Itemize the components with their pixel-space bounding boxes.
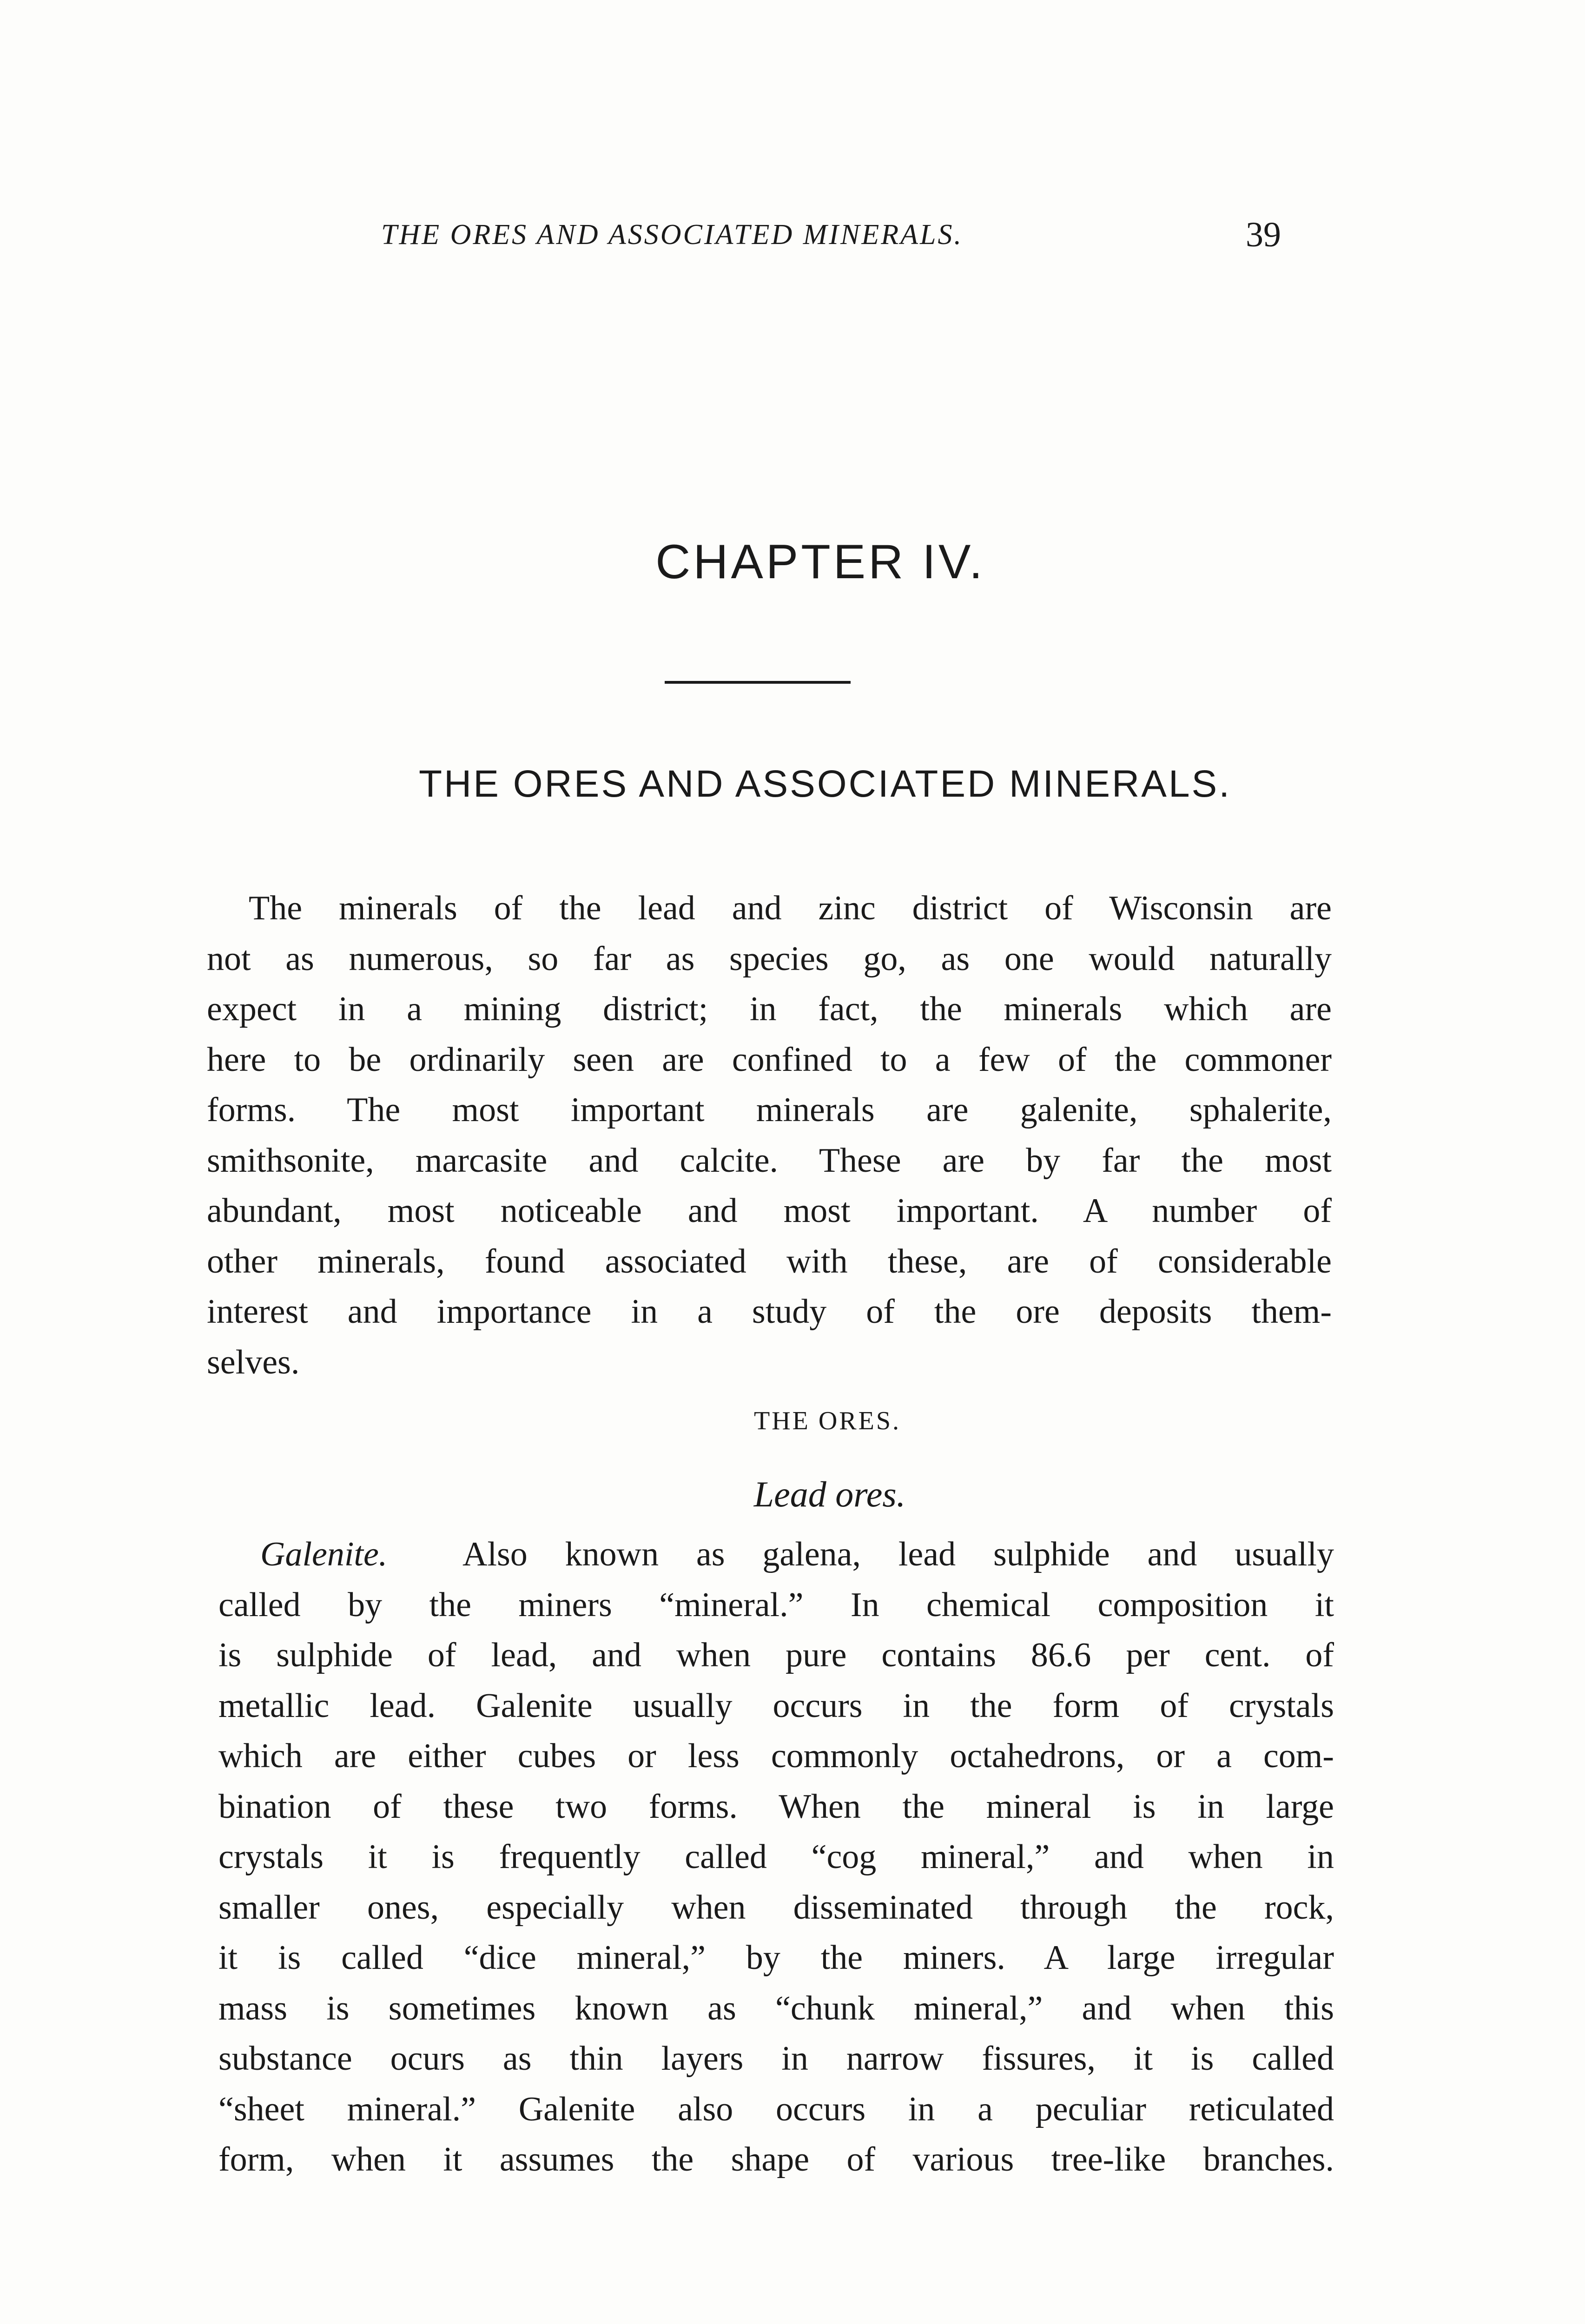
text-line: is sulphide of lead, and when pure contains 86.6 per cent. of [218,1636,1334,1674]
text-line: here to be ordinarily seen are confined to a few of the commoner [207,1040,1332,1079]
text-line: bination of these two forms. When the mineral is in large [218,1787,1334,1826]
subheading-lead-ores: Lead ores. [753,1474,906,1514]
chapter-rule [665,681,851,684]
term-galenite: Galenite. [260,1535,388,1573]
text-line: it is called “dice mineral,” by the miners. A large irregular [218,1939,1334,1977]
text-line: The minerals of the lead and zinc district of Wisconsin are [249,889,1332,927]
page-number: 39 [1246,215,1281,254]
text-line: forms. The most important minerals are galenite, sphalerite, [207,1091,1332,1129]
subheading-the-ores: THE ORES. [754,1406,901,1435]
intro-paragraph [207,883,1332,1387]
text-line: mass is sometimes known as “chunk mineral,” and when this [218,1989,1334,2027]
text-line: selves. [207,1343,300,1381]
section-title: THE ORES AND ASSOCIATED MINERALS. [418,763,1232,805]
text-line: “sheet mineral.” Galenite also occurs in a peculiar reticulated [218,2090,1334,2128]
text-line: smaller ones, especially when disseminated through the rock, [218,1888,1334,1927]
text-line [218,1529,1334,1580]
text-line: other minerals, found associated with these, are of considerable [207,1242,1332,1281]
text-line: interest and importance in a study of the ore deposits them- [207,1293,1332,1331]
text-line: expect in a mining district; in fact, the minerals which are [207,990,1332,1028]
text-line: form, when it assumes the shape of various tree-like branches. [218,2140,1334,2179]
text-line: crystals it is frequently called “cog mineral,” and when in [218,1838,1334,1876]
text-line: smithsonite, marcasite and calcite. These are by far the most [207,1141,1332,1180]
text-line: called by the miners “mineral.” In chemical composition it [218,1585,1334,1624]
chapter-title: CHAPTER IV. [655,535,985,589]
text-line: metallic lead. Galenite usually occurs in the form of crystals [218,1686,1334,1725]
running-head: THE ORES AND ASSOCIATED MINERALS. [381,219,963,251]
text-line: abundant, most noticeable and most important. A number of [207,1192,1332,1230]
text-line: which are either cubes or less commonly octahedrons, or a com- [218,1737,1334,1775]
galenite-paragraph [218,1529,1334,2185]
text-fragment: Also known as galena, lead sulphide and usually [462,1535,1334,1573]
text-line: not as numerous, so far as species go, as one would naturally [207,939,1332,978]
text-line: substance ocurs as thin layers in narrow fissures, it is called [218,2040,1334,2078]
